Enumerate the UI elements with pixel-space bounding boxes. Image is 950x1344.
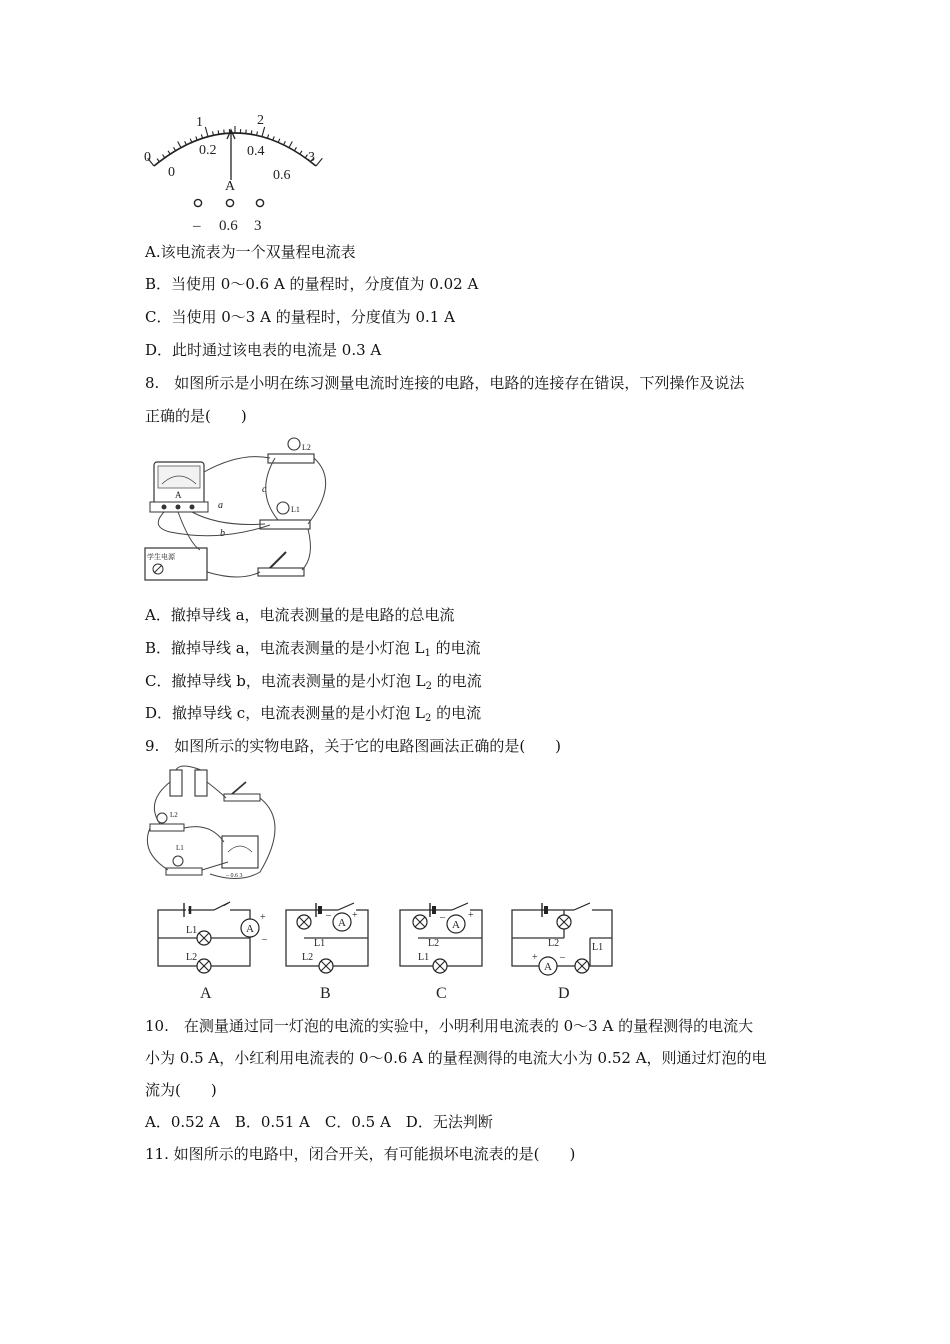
q9-diagram-options [150, 898, 620, 1004]
svg-text:+: + [352, 910, 358, 921]
q10-options: A．0.52 A B．0.51 A C．0.5 A D．无法判断 [145, 1113, 493, 1131]
unit-label: A [225, 179, 236, 194]
q8-stem-line2: 正确的是( ) [145, 407, 247, 425]
q8-stem-line1: 8. 如图所示是小明在练习测量电流时连接的电路，电路的连接存在错误，下列操作及说法 [145, 374, 745, 392]
q9-label-c: C [436, 985, 447, 1002]
dial-tick [278, 139, 280, 143]
svg-text:A: A [544, 961, 552, 973]
terminal-label-minus: – [193, 218, 201, 234]
bottom-scale-0-6: 0.6 [273, 168, 291, 183]
dial-tick [316, 158, 322, 166]
dial-tick [168, 151, 170, 154]
q8-wire-c: c [262, 484, 267, 495]
svg-text:–: – [262, 934, 267, 945]
terminal-label-3: 3 [254, 218, 262, 234]
q8-lamp-l1: L1 [291, 505, 300, 514]
svg-text:L2: L2 [428, 938, 440, 949]
q10-line3: 流为( ) [145, 1081, 217, 1099]
svg-text:–: – [440, 912, 445, 923]
svg-text:L2: L2 [186, 952, 198, 963]
svg-text:A: A [452, 919, 460, 931]
svg-text:A: A [338, 917, 346, 929]
svg-text:–: – [560, 952, 565, 963]
top-scale-1: 1 [196, 115, 203, 130]
q7-option-d: D．此时通过该电表的电流是 0.3 A [145, 341, 382, 359]
q9-label-a: A [200, 985, 212, 1002]
q8-option-b: B．撤掉导线 a，电流表测量的是小灯泡 $L_1$ 的电流 [145, 639, 481, 659]
terminal-3 [256, 199, 263, 206]
dial-tick [174, 147, 176, 150]
q9-physical-circuit-figure [140, 762, 290, 884]
q9-diagram-a[interactable] [158, 902, 268, 1002]
q9-diagram-b[interactable] [286, 903, 368, 1002]
svg-text:L2: L2 [548, 938, 560, 949]
dial-tick [267, 134, 268, 138]
q9-stem: 9. 如图所示的实物电路，关于它的电路图画法正确的是( ) [145, 737, 562, 755]
dial-tick [218, 130, 219, 134]
q10-line1: 10. 在测量通过同一灯泡的电流的实验中，小明利用电流表的 0～3 A 的量程测得的电流大 [145, 1017, 754, 1035]
svg-text:A: A [246, 923, 254, 935]
svg-text:L1: L1 [592, 942, 604, 953]
svg-text:L2: L2 [302, 952, 314, 963]
dial-tick [284, 141, 286, 145]
dial-tick [300, 151, 302, 154]
dial-tick [289, 142, 292, 148]
q9-label-b: B [320, 985, 331, 1002]
dial-tick [178, 142, 181, 148]
q8-power-label: 学生电源 [147, 553, 175, 561]
q8-wire-b: b [220, 528, 225, 539]
q10-line2: 小为 0.5 A，小红利用电流表的 0～0.6 A 的量程测得的电流大小为 0.52 A，则通过灯泡的电 [145, 1049, 767, 1067]
q7-option-c: C．当使用 0～3 A 的量程时，分度值为 0.1 A [145, 308, 455, 326]
dial-tick [162, 155, 164, 158]
svg-text:L1: L1 [314, 938, 326, 949]
dial-tick [205, 127, 208, 137]
svg-text:+: + [532, 952, 538, 963]
dial-tick [185, 141, 187, 145]
q11-stem: 11. 如图所示的电路中，闭合开关，有可能损坏电流表的是( ) [145, 1145, 576, 1163]
svg-text:L1: L1 [418, 952, 430, 963]
svg-text:L1: L1 [186, 925, 198, 936]
top-scale-2: 2 [257, 113, 264, 128]
terminal-0-6 [226, 199, 233, 206]
q9-label-d: D [558, 985, 570, 1002]
q7-option-a: A.该电流表为一个双量程电流表 [145, 243, 356, 261]
q8-option-c: C．撤掉导线 b，电流表测量的是小灯泡 $L_2$ 的电流 [145, 672, 482, 692]
terminal-minus [194, 199, 201, 206]
bottom-scale-0: 0 [168, 165, 175, 180]
top-scale-0: 0 [144, 150, 151, 165]
dial-tick [273, 136, 274, 140]
q7-option-b: B．当使用 0～0.6 A 的量程时，分度值为 0.02 A [145, 275, 479, 293]
q8-option-a: A．撤掉导线 a，电流表测量的是电路的总电流 [145, 606, 455, 624]
q8-lamp-l2: L2 [302, 443, 311, 452]
q9-fig-meter-scale: – 0.6 3 [226, 873, 243, 879]
q9-diagram-c[interactable] [400, 903, 482, 1002]
top-scale-3: 3 [308, 150, 315, 165]
q9-diagram-d[interactable] [512, 903, 612, 1002]
q8-ammeter-label: A [175, 490, 182, 500]
q8-option-d: D．撤掉导线 c，电流表测量的是小灯泡 $L_2$ 的电流 [145, 704, 482, 724]
dial-tick [251, 130, 252, 134]
q9-fig-lamp-l1: L1 [176, 844, 184, 852]
svg-text:–: – [326, 910, 331, 921]
q9-fig-lamp-l2: L2 [170, 811, 178, 819]
dial-tick [201, 134, 202, 138]
svg-text:+: + [260, 912, 266, 923]
dial-tick [196, 136, 197, 140]
ammeter-dial-figure [140, 108, 330, 236]
dial-tick [157, 159, 159, 162]
svg-text:+: + [468, 910, 474, 921]
bottom-scale-0-4: 0.4 [247, 144, 265, 159]
dial-tick [190, 139, 192, 143]
dial-tick [262, 127, 265, 137]
q8-wire-a: a [218, 500, 223, 511]
bottom-scale-0-2: 0.2 [199, 143, 217, 158]
dial-tick [294, 147, 296, 150]
terminal-label-0-6: 0.6 [219, 218, 238, 234]
q8-circuit-figure [140, 432, 335, 582]
